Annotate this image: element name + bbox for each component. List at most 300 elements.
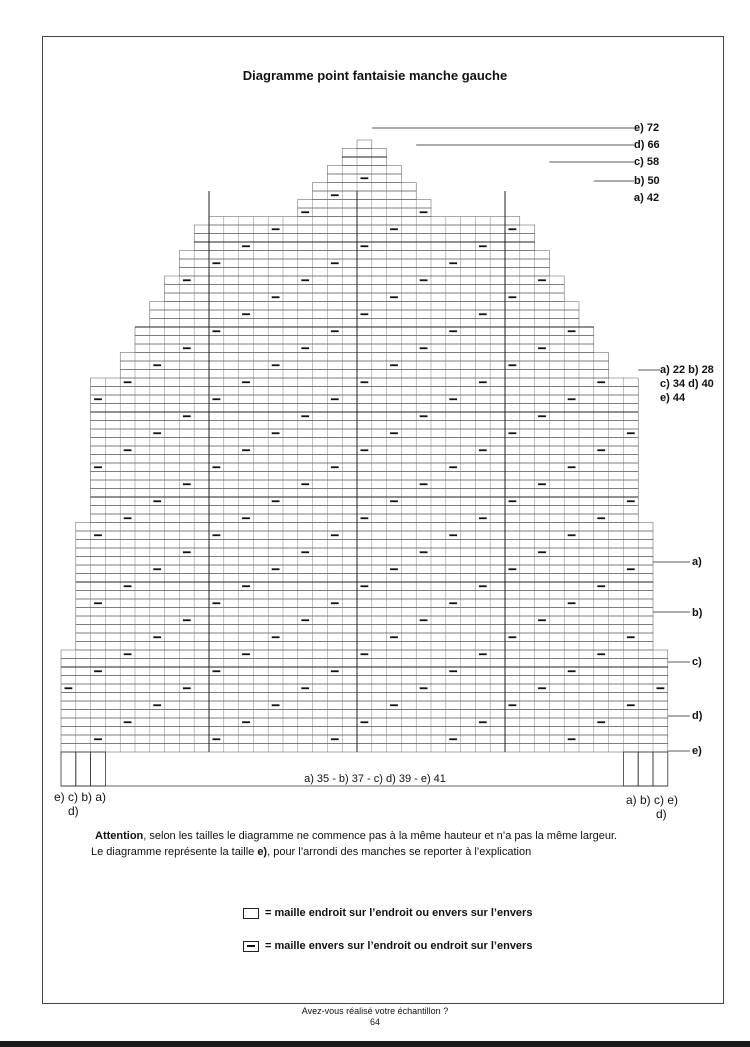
purl-mark: [213, 738, 221, 740]
purl-mark: [568, 398, 576, 400]
chart-row-outline: [76, 616, 653, 625]
purl-mark: [627, 500, 635, 502]
purl-mark: [509, 432, 517, 434]
chart-row: [76, 582, 653, 591]
chart-row: [135, 336, 594, 345]
purl-mark: [597, 721, 605, 723]
chart-row-outline: [76, 523, 653, 532]
purl-mark: [479, 585, 487, 587]
chart-row-outline: [165, 293, 565, 302]
chart-row: [179, 259, 549, 268]
purl-mark: [331, 262, 339, 264]
purl-mark: [242, 313, 250, 315]
purl-mark: [301, 279, 309, 281]
purl-mark: [627, 432, 635, 434]
purl-mark: [627, 704, 635, 706]
purl-mark: [153, 432, 161, 434]
purl-mark: [361, 585, 369, 587]
purl-mark: [420, 279, 428, 281]
purl-mark: [568, 466, 576, 468]
chart-row-outline: [120, 370, 608, 379]
purl-mark: [390, 432, 398, 434]
chart-row-outline: [91, 412, 639, 421]
chart-row: [135, 327, 594, 336]
purl-mark: [124, 517, 132, 519]
purl-mark: [301, 687, 309, 689]
purl-mark: [479, 653, 487, 655]
purl-mark: [390, 296, 398, 298]
purl-mark: [479, 245, 487, 247]
chart-row-outline: [61, 676, 668, 685]
purl-mark: [331, 534, 339, 536]
size-label-b50: b) 50: [634, 175, 660, 187]
chart-row-outline: [91, 497, 639, 506]
purl-mark: [242, 653, 250, 655]
chart-row: [76, 625, 653, 634]
chart-row: [150, 319, 579, 328]
purl-mark: [213, 330, 221, 332]
purl-mark: [449, 262, 457, 264]
purl-mark: [479, 313, 487, 315]
purl-mark: [390, 704, 398, 706]
chart-row: [61, 676, 668, 685]
chart-row: [298, 208, 431, 217]
chart-row: [342, 157, 386, 166]
chart-row-outline: [342, 149, 386, 158]
chart-row: [179, 251, 549, 260]
chart-row: [61, 735, 668, 744]
purl-mark: [301, 619, 309, 621]
purl-mark: [627, 636, 635, 638]
bottom-right-label-d: d): [656, 807, 667, 821]
scan-edge: [0, 1041, 750, 1047]
side-label-a: a): [692, 556, 702, 568]
purl-mark: [361, 381, 369, 383]
mid-size-label-ab: a) 22 b) 28: [660, 364, 714, 376]
purl-mark: [361, 721, 369, 723]
purl-mark: [242, 449, 250, 451]
purl-mark: [124, 653, 132, 655]
purl-mark: [213, 262, 221, 264]
chart-row: [91, 387, 639, 396]
chart-row: [313, 183, 417, 192]
purl-mark: [361, 517, 369, 519]
chart-row: [298, 200, 431, 209]
chart-row-outline: [342, 157, 386, 166]
purl-mark: [390, 568, 398, 570]
chart-row-outline: [91, 455, 639, 464]
purl-mark: [183, 483, 191, 485]
chart-row: [61, 727, 668, 736]
purl-mark: [420, 347, 428, 349]
chart-row: [91, 480, 639, 489]
purl-mark: [242, 721, 250, 723]
chart-row: [209, 217, 520, 226]
chart-row-outline: [150, 302, 579, 311]
chart-row-outline: [61, 701, 668, 710]
chart-row: [91, 438, 639, 447]
chart-row: [76, 574, 653, 583]
size-label-a42: a) 42: [634, 192, 660, 204]
chart-row-outline: [76, 625, 653, 634]
purl-mark: [94, 534, 102, 536]
chart-row: [91, 395, 639, 404]
chart-row: [76, 523, 653, 532]
purl-mark: [509, 364, 517, 366]
attention-line1: , selon les tailles le diagramme ne commence pas à la même hauteur et n’a pas la même largeur.: [143, 830, 618, 842]
purl-mark: [361, 177, 369, 179]
purl-mark: [242, 585, 250, 587]
purl-mark: [479, 449, 487, 451]
attention-line2-bold: e): [257, 846, 268, 858]
purl-mark: [65, 687, 73, 689]
chart-row: [61, 710, 668, 719]
chart-row: [61, 718, 668, 727]
purl-mark: [390, 500, 398, 502]
size-label-d66: d) 66: [634, 139, 660, 151]
purl-mark: [509, 500, 517, 502]
purl-mark: [449, 330, 457, 332]
purl-mark: [479, 721, 487, 723]
purl-mark: [509, 228, 517, 230]
chart-row-outline: [76, 599, 653, 608]
chart-row-outline: [61, 684, 668, 693]
purl-mark: [124, 449, 132, 451]
chart-row-outline: [61, 667, 668, 676]
purl-mark: [301, 211, 309, 213]
chart-row: [91, 412, 639, 421]
purl-mark: [420, 619, 428, 621]
purl-mark: [153, 364, 161, 366]
chart-row: [357, 140, 372, 149]
chart-row: [61, 659, 668, 668]
purl-mark: [331, 602, 339, 604]
purl-mark: [94, 670, 102, 672]
purl-mark: [509, 704, 517, 706]
chart-grid: [61, 140, 668, 752]
chart-row-outline: [61, 693, 668, 702]
chart-row-outline: [91, 480, 639, 489]
bottom-left-label-d: d): [68, 804, 79, 818]
purl-mark: [449, 466, 457, 468]
purl-mark: [420, 415, 428, 417]
chart-row-outline: [91, 421, 639, 430]
purl-mark: [242, 245, 250, 247]
purl-mark: [597, 381, 605, 383]
chart-row: [76, 633, 653, 642]
side-label-d: d): [692, 710, 703, 722]
empty-square-icon: [243, 908, 259, 919]
purl-mark: [331, 466, 339, 468]
purl-mark: [213, 602, 221, 604]
chart-row-outline: [61, 744, 668, 753]
purl-mark: [597, 449, 605, 451]
chart-row-outline: [61, 710, 668, 719]
chart-row: [61, 744, 668, 753]
purl-mark: [479, 381, 487, 383]
purl-mark: [420, 211, 428, 213]
purl-mark: [509, 568, 517, 570]
purl-mark: [361, 653, 369, 655]
purl-mark: [242, 381, 250, 383]
chart-row: [61, 684, 668, 693]
chart-row-outline: [61, 659, 668, 668]
side-label-c: c): [692, 656, 702, 668]
purl-mark: [242, 517, 250, 519]
chart-row: [91, 463, 639, 472]
chart-row: [76, 565, 653, 574]
chart-row: [91, 514, 639, 523]
chart-row: [120, 353, 608, 362]
legend-purl-text: = maille envers sur l’endroit ou endroit sur l’envers: [265, 940, 533, 952]
chart-row-outline: [61, 727, 668, 736]
purl-mark: [568, 534, 576, 536]
purl-mark: [272, 568, 280, 570]
purl-mark: [272, 704, 280, 706]
chart-row-outline: [76, 531, 653, 540]
bottom-width-label: a) 35 - b) 37 - c) d) 39 - e) 41: [304, 773, 446, 785]
purl-mark: [361, 313, 369, 315]
purl-mark: [568, 330, 576, 332]
purl-mark: [538, 687, 546, 689]
chart-row-outline: [179, 259, 549, 268]
purl-mark: [361, 449, 369, 451]
attention-line2-start: Le diagramme représente la taille: [91, 846, 258, 858]
purl-mark: [213, 670, 221, 672]
chart-row: [91, 404, 639, 413]
chart-row-outline: [91, 463, 639, 472]
chart-row: [327, 166, 401, 175]
purl-mark: [509, 296, 517, 298]
chart-row: [150, 302, 579, 311]
chart-row-outline: [165, 276, 565, 285]
chart-row: [165, 285, 565, 294]
purl-mark: [449, 602, 457, 604]
purl-mark: [183, 415, 191, 417]
chart-row-outline: [91, 387, 639, 396]
chart-row: [150, 310, 579, 319]
chart-row-outline: [179, 268, 549, 277]
chart-row: [61, 693, 668, 702]
page-number: 64: [369, 1017, 380, 1027]
purl-mark: [301, 483, 309, 485]
purl-mark: [183, 687, 191, 689]
purl-mark: [213, 466, 221, 468]
legend-knit: [243, 907, 532, 919]
attention-bold: Attention: [95, 830, 144, 842]
chart-row: [76, 591, 653, 600]
purl-mark: [479, 517, 487, 519]
chart-row-outline: [194, 225, 534, 234]
chart-row: [76, 608, 653, 617]
size-label-e72: e) 72: [634, 122, 660, 134]
chart-row-outline: [91, 429, 639, 438]
purl-mark: [183, 619, 191, 621]
dash-square-icon: [243, 941, 259, 952]
chart-row-outline: [313, 183, 417, 192]
chart-row-outline: [76, 540, 653, 549]
purl-mark: [213, 398, 221, 400]
purl-mark: [449, 738, 457, 740]
mid-size-label-cd: c) 34 d) 40: [660, 378, 714, 390]
attention-note: [91, 828, 618, 860]
chart-row-outline: [76, 633, 653, 642]
purl-mark: [331, 330, 339, 332]
attention-line2-end: , pour l’arrondi des manches se reporter à l’explication: [267, 846, 532, 858]
purl-mark: [538, 551, 546, 553]
purl-mark: [420, 551, 428, 553]
purl-mark: [420, 687, 428, 689]
purl-mark: [331, 194, 339, 196]
chart-row-outline: [135, 336, 594, 345]
purl-mark: [449, 398, 457, 400]
purl-mark: [272, 364, 280, 366]
chart-row: [194, 234, 534, 243]
purl-mark: [390, 636, 398, 638]
chart-row: [61, 667, 668, 676]
chart-row: [91, 489, 639, 498]
purl-mark: [538, 279, 546, 281]
chart-row-outline: [76, 591, 653, 600]
chart-row: [76, 599, 653, 608]
purl-mark: [153, 568, 161, 570]
chart-row: [91, 378, 639, 387]
chart-row: [76, 531, 653, 540]
chart-row: [135, 344, 594, 353]
chart-row-outline: [76, 548, 653, 557]
purl-mark: [449, 670, 457, 672]
chart-row: [61, 701, 668, 710]
purl-mark: [597, 517, 605, 519]
chart-row-outline: [61, 735, 668, 744]
chart-row-outline: [313, 191, 417, 200]
chart-row-outline: [298, 208, 431, 217]
purl-mark: [153, 636, 161, 638]
chart-row-outline: [165, 285, 565, 294]
purl-mark: [301, 347, 309, 349]
purl-mark: [124, 721, 132, 723]
purl-mark: [272, 500, 280, 502]
side-label-b: b): [692, 607, 703, 619]
size-label-c58: c) 58: [634, 156, 660, 168]
chart-row: [76, 642, 653, 651]
chart-row: [91, 497, 639, 506]
purl-mark: [509, 636, 517, 638]
purl-mark: [272, 432, 280, 434]
chart-row: [165, 276, 565, 285]
chart-row-outline: [298, 200, 431, 209]
purl-mark: [538, 483, 546, 485]
purl-mark: [213, 534, 221, 536]
bottom-right-labels: a) b) c) e): [626, 793, 679, 807]
chart-row-outline: [120, 361, 608, 370]
chart-row-outline: [91, 404, 639, 413]
legend-purl: [243, 940, 532, 952]
chart-row-outline: [76, 557, 653, 566]
chart-row: [120, 370, 608, 379]
chart-row: [76, 616, 653, 625]
chart-row-outline: [209, 217, 520, 226]
chart-row: [91, 506, 639, 515]
purl-mark: [568, 602, 576, 604]
purl-mark: [183, 347, 191, 349]
purl-mark: [301, 551, 309, 553]
chart-row-outline: [76, 642, 653, 651]
purl-mark: [568, 738, 576, 740]
purl-mark: [272, 228, 280, 230]
chart-row-outline: [194, 234, 534, 243]
bottom-left-labels: e) c) b) a): [54, 790, 107, 804]
purl-mark: [627, 568, 635, 570]
chart-row: [327, 174, 401, 183]
chart-row: [342, 149, 386, 158]
purl-mark: [301, 415, 309, 417]
chart-row: [120, 361, 608, 370]
chart-row: [91, 472, 639, 481]
chart-row-outline: [150, 319, 579, 328]
chart-row-outline: [91, 506, 639, 515]
purl-mark: [94, 466, 102, 468]
purl-mark: [331, 670, 339, 672]
page-footer: [0, 1006, 750, 1028]
side-label-e: e): [692, 745, 702, 757]
chart-row-outline: [327, 166, 401, 175]
purl-mark: [568, 670, 576, 672]
purl-mark: [94, 398, 102, 400]
purl-mark: [538, 347, 546, 349]
purl-mark: [153, 704, 161, 706]
chart-row: [194, 225, 534, 234]
chart-row: [313, 191, 417, 200]
chart-row: [76, 557, 653, 566]
chart-row: [91, 421, 639, 430]
chart-row: [194, 242, 534, 251]
purl-mark: [657, 687, 665, 689]
purl-mark: [449, 534, 457, 536]
chart-row-outline: [135, 344, 594, 353]
purl-mark: [420, 483, 428, 485]
legend-knit-text: = maille endroit sur l’endroit ou envers sur l’envers: [265, 907, 533, 919]
chart-row-outline: [91, 438, 639, 447]
chart-row-outline: [91, 472, 639, 481]
chart-row-outline: [179, 251, 549, 260]
purl-mark: [538, 415, 546, 417]
chart-row: [165, 293, 565, 302]
purl-mark: [597, 653, 605, 655]
purl-mark: [124, 381, 132, 383]
purl-mark: [390, 228, 398, 230]
chart-row: [91, 455, 639, 464]
label-leaders: [372, 128, 690, 751]
diagram-title: Diagramme point fantaisie manche gauche: [242, 68, 508, 83]
purl-mark: [331, 398, 339, 400]
chart-row: [91, 429, 639, 438]
chart-row-outline: [135, 327, 594, 336]
purl-mark: [331, 738, 339, 740]
chart-row: [91, 446, 639, 455]
chart-row: [61, 650, 668, 659]
purl-mark: [390, 364, 398, 366]
purl-mark: [183, 551, 191, 553]
chart-row-outline: [76, 608, 653, 617]
purl-mark: [538, 619, 546, 621]
chart-row-outline: [76, 565, 653, 574]
chart-row-outline: [91, 489, 639, 498]
purl-mark: [272, 636, 280, 638]
purl-mark: [94, 738, 102, 740]
chart-row-outline: [120, 353, 608, 362]
purl-mark: [272, 296, 280, 298]
